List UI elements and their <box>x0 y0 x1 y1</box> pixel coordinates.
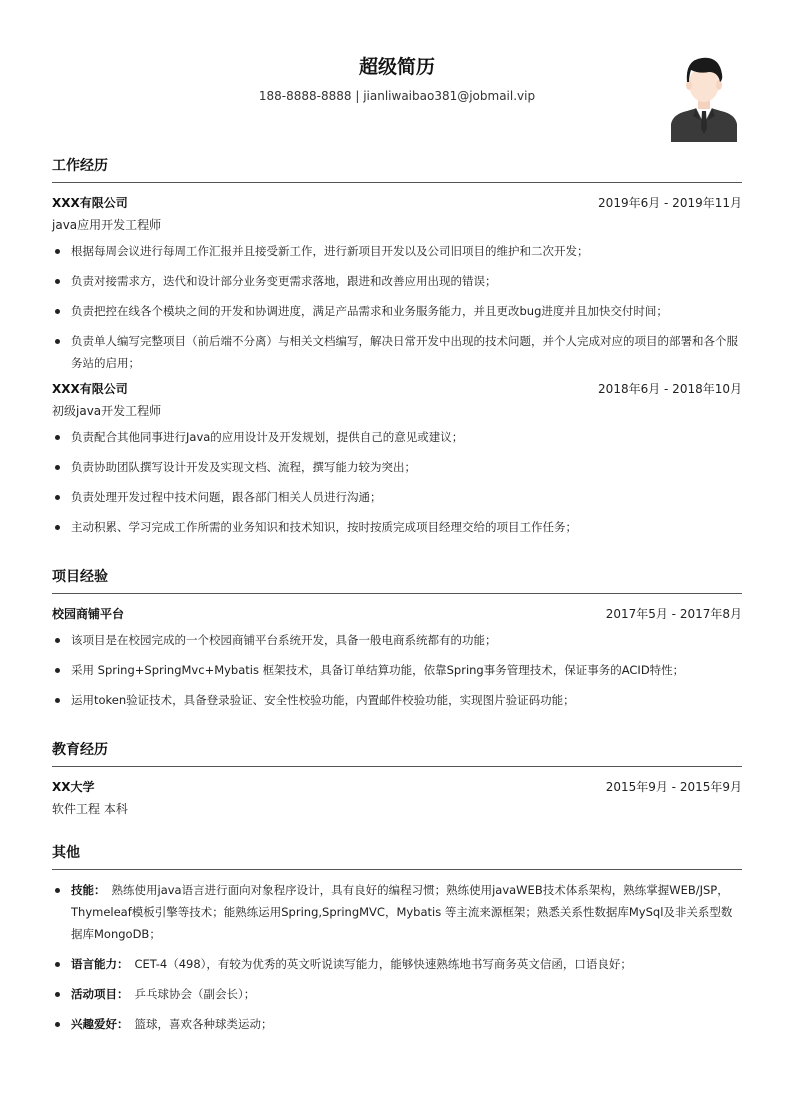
bullet-item: 负责把控在线各个模块之间的开发和协调进度，满足产品需求和业务服务能力，并且更改bug进度并且加快交付时间； <box>52 300 742 322</box>
resume-name: 超级简历 <box>358 56 435 78</box>
bullet-item: 负责处理开发过程中技术问题，跟各部门相关人员进行沟通； <box>52 486 742 508</box>
entry-header <box>52 776 742 798</box>
work-entry <box>52 378 742 538</box>
bullet-list <box>52 879 742 1035</box>
entry-date: 2019年6月 - 2019年11月 <box>598 196 742 210</box>
item-label: 兴趣爱好： <box>71 1017 129 1031</box>
bullet-item: 负责单人编写完整项目（前后端不分离）与相关文档编写，解决日常开发中出现的技术问题，并个人完成对应的项目的部署和各个服务站的启用； <box>52 330 742 374</box>
item-text: 乒乓球协会（副会长）； <box>134 987 256 1001</box>
bullet-list <box>52 629 742 711</box>
school-name: XX大学 <box>52 780 95 794</box>
other-item-activities <box>52 983 742 1005</box>
bullet-list <box>52 240 742 374</box>
work-entry <box>52 192 742 374</box>
project-section <box>52 561 742 711</box>
item-label: 技能： <box>71 883 106 897</box>
entry-header <box>52 192 742 214</box>
other-item-language <box>52 953 742 975</box>
degree-detail: 软件工程 本科 <box>52 802 128 816</box>
bullet-item: 采用 Spring+SpringMvc+Mybatis 框架技术，具备订单结算功能，依靠Spring事务管理技术，保证事务的ACID特性； <box>52 659 742 681</box>
bullet-item: 负责配合其他同事进行Java的应用设计及开发规划，提供自己的意见或建议； <box>52 426 742 448</box>
item-label: 活动项目： <box>71 987 129 1001</box>
entry-date: 2015年9月 - 2015年9月 <box>605 780 742 794</box>
bullet-item: 运用token验证技术，具备登录验证、安全性校验功能，内置邮件校验功能，实现图片验证码功能； <box>52 689 742 711</box>
bullet-item: 根据每周会议进行每周工作汇报并且接受新工作，进行新项目开发以及公司旧项目的维护和二次开发； <box>52 240 742 262</box>
other-section <box>52 837 742 1035</box>
section-title-other: 其他 <box>52 837 742 870</box>
avatar-icon <box>669 50 739 142</box>
item-text: 熟练使用java语言进行面向对象程序设计，具有良好的编程习惯；熟练使用javaWEB技术体系架构，熟练掌握WEB/JSP，Thymeleaf模板引擎等技术；能熟练运用Spring,SpringMVC，Mybatis 等主流来源框架；熟悉关系性数据库MySql及非关系型数据库MongoDB； <box>71 883 733 941</box>
bullet-item: 负责对接需求方，迭代和设计部分业务变更需求落地，跟进和改善应用出现的错误； <box>52 270 742 292</box>
entry-date: 2018年6月 - 2018年10月 <box>598 382 742 396</box>
bullet-item: 主动积累、学习完成工作所需的业务知识和技术知识，按时按质完成项目经理交给的项目工作任务； <box>52 516 742 538</box>
item-text: CET-4（498），有较为优秀的英文听说读写能力，能够快速熟练地书写商务英文信函，口语良好； <box>134 957 632 971</box>
company-name: XXX有限公司 <box>52 196 128 210</box>
education-entry <box>52 776 742 820</box>
job-title: java应用开发工程师 <box>52 218 162 232</box>
entry-header <box>52 603 742 625</box>
job-title: 初级java开发工程师 <box>52 404 162 418</box>
contact-info: 188-8888-8888 | jianliwaibao381@jobmail.vip <box>258 89 536 103</box>
company-name: XXX有限公司 <box>52 382 128 396</box>
bullet-item: 该项目是在校园完成的一个校园商铺平台系统开发，具备一般电商系统都有的功能； <box>52 629 742 651</box>
resume-content <box>52 150 742 1039</box>
bullet-item: 负责协助团队撰写设计开发及实现文档、流程，撰写能力较为突出； <box>52 456 742 478</box>
item-text: 篮球，喜欢各种球类运动； <box>134 1017 273 1031</box>
other-item-skills <box>52 879 742 945</box>
project-entry <box>52 603 742 711</box>
section-title-education: 教育经历 <box>52 734 742 767</box>
education-section <box>52 734 742 820</box>
entry-header <box>52 378 742 400</box>
bullet-list <box>52 426 742 538</box>
entry-date: 2017年5月 - 2017年8月 <box>605 607 742 621</box>
item-label: 语言能力： <box>71 957 129 971</box>
section-title-project: 项目经验 <box>52 561 742 594</box>
other-item-hobbies <box>52 1013 742 1035</box>
work-section <box>52 150 742 538</box>
section-title-work: 工作经历 <box>52 150 742 183</box>
project-name: 校园商铺平台 <box>52 607 125 621</box>
